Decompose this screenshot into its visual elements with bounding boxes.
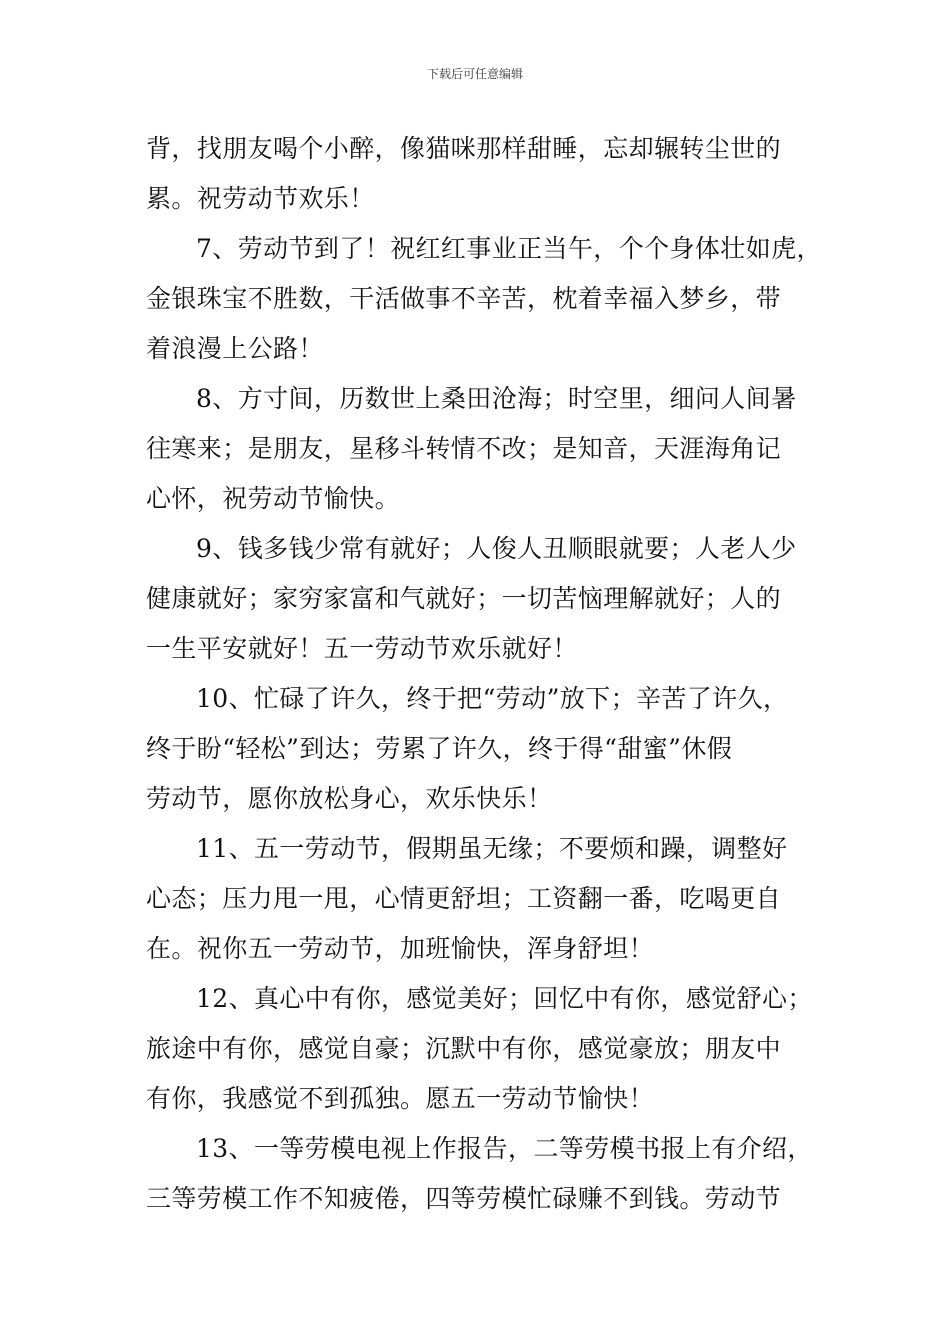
text-line: 劳动节，愿你放松身心，欢乐快乐！ — [146, 784, 553, 813]
paragraph-9 — [146, 524, 828, 674]
text-line: 11、五一劳动节，假期虽无缘；不要烦和躁，调整好 — [196, 834, 788, 863]
text-line: 7、劳动节到了！祝红红事业正当午，个个身体壮如虎， — [196, 234, 822, 263]
text-line: 健康就好；家穷家富和气就好；一切苦恼理解就好；人的 — [146, 584, 782, 613]
text-line: 8、方寸间，历数世上桑田沧海；时空里，细问人间暑 — [196, 384, 797, 413]
text-line: 终于盼“轻松”到达；劳累了许久，终于得“甜蜜”休假 — [146, 734, 733, 763]
paragraph-12 — [146, 974, 828, 1124]
page-header: 下载后可任意编辑 — [426, 67, 523, 81]
text-line: 往寒来；是朋友，星移斗转情不改；是知音，天涯海角记 — [146, 434, 782, 463]
document-body — [146, 124, 828, 1224]
text-line: 三等劳模工作不知疲倦，四等劳模忙碌赚不到钱。劳动节 — [146, 1184, 782, 1213]
paragraph-13 — [146, 1124, 828, 1224]
paragraph-10 — [146, 674, 828, 824]
paragraph-7 — [146, 224, 828, 374]
text-line: 在。祝你五一劳动节，加班愉快，浑身舒坦！ — [146, 934, 655, 963]
text-line: 背，找朋友喝个小醉，像猫咪那样甜睡，忘却辗转尘世的 — [146, 134, 782, 163]
text-line: 13、一等劳模电视上作报告，二等劳模书报上有介绍， — [196, 1134, 813, 1163]
text-line: 心态；压力甩一甩，心情更舒坦；工资翻一番，吃喝更自 — [146, 884, 782, 913]
text-line: 心怀，祝劳动节愉快。 — [146, 484, 401, 513]
paragraph-8 — [146, 374, 828, 524]
paragraph-11 — [146, 824, 828, 974]
text-line: 有你，我感觉不到孤独。愿五一劳动节愉快！ — [146, 1084, 655, 1113]
text-line: 累。祝劳动节欢乐！ — [146, 184, 375, 213]
paragraph-continuation — [146, 124, 828, 224]
text-line: 旅途中有你，感觉自豪；沉默中有你，感觉豪放；朋友中 — [146, 1034, 782, 1063]
text-line: 金银珠宝不胜数，干活做事不辛苦，枕着幸福入梦乡，带 — [146, 284, 782, 313]
text-line: 一生平安就好！五一劳动节欢乐就好！ — [146, 634, 578, 663]
text-line: 着浪漫上公路！ — [146, 334, 324, 363]
text-line: 10、忙碌了许久，终于把“劳动”放下；辛苦了许久， — [196, 684, 789, 713]
text-line: 9、钱多钱少常有就好；人俊人丑顺眼就要；人老人少 — [196, 534, 797, 563]
text-line: 12、真心中有你，感觉美好；回忆中有你，感觉舒心； — [196, 984, 813, 1013]
